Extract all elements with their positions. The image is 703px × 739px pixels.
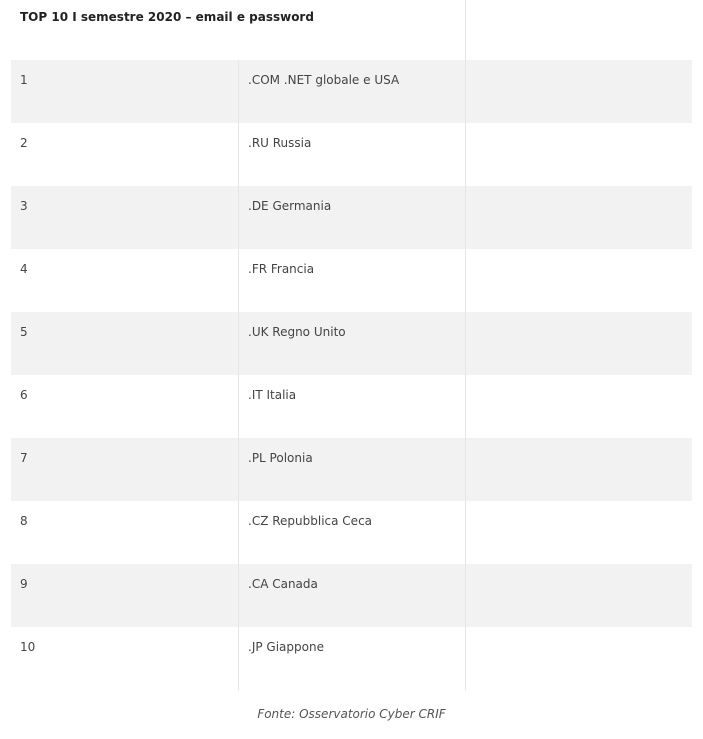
domain-cell: .UK Regno Unito [248,325,346,339]
table-row [11,627,692,690]
rank-cell: 9 [20,577,28,591]
rank-cell: 2 [20,136,28,150]
ranking-table [11,0,692,690]
table-row [11,438,692,501]
rank-cell: 5 [20,325,28,339]
domain-cell: .CA Canada [248,577,318,591]
rank-cell: 6 [20,388,28,402]
domain-cell: .JP Giappone [248,640,324,654]
table-row [11,60,692,123]
table-row [11,123,692,186]
domain-cell: .PL Polonia [248,451,313,465]
table-row [11,564,692,627]
rank-cell: 8 [20,514,28,528]
source-caption: Fonte: Osservatorio Cyber CRIF [257,707,446,721]
domain-cell: .IT Italia [248,388,297,402]
column-divider [238,60,239,690]
domain-cell: .CZ Repubblica Ceca [248,514,373,528]
column-divider [465,0,466,690]
rank-cell: 10 [20,640,36,654]
domain-cell: .COM .NET globale e USA [248,73,400,87]
table-row [11,312,692,375]
table-row [11,186,692,249]
rank-cell: 7 [20,451,28,465]
rank-cell: 4 [20,262,28,276]
domain-cell: .RU Russia [248,136,312,150]
table-row [11,249,692,312]
domain-cell: .DE Germania [248,199,332,213]
table-row [11,375,692,438]
table-row [11,501,692,564]
rank-cell: 1 [20,73,28,87]
table-header [11,0,692,60]
domain-cell: .FR Francia [248,262,315,276]
table-title: TOP 10 I semestre 2020 – email e password [20,10,314,24]
rank-cell: 3 [20,199,28,213]
